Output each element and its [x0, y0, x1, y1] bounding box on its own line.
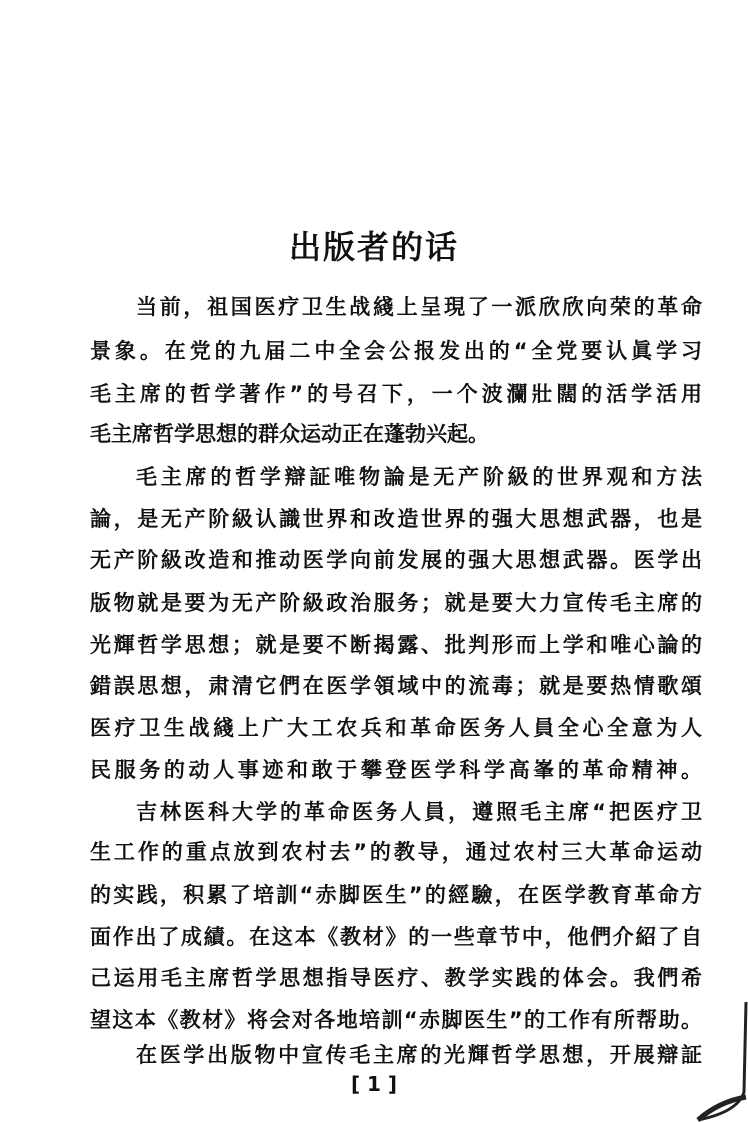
text-line: 毛主席哲学思想的群众运动正在蓬勃兴起。	[90, 421, 489, 446]
text-line: 吉林医科大学的革命医务人員，遵照毛主席“把医疗卫	[136, 799, 702, 824]
text-line: 毛主席的哲学著作”的号召下，一个波瀾壯闊的活学活用	[90, 382, 702, 407]
text-line: 版物就是要为无产阶級政治服务；就是要大力宣传毛主席的	[90, 590, 702, 615]
text-line: 民服务的动人事迹和敢于攀登医学科学高峯的革命精神。	[90, 757, 702, 782]
text-line: 生工作的重点放到农村去”的教导，通过农村三大革命运动	[90, 840, 702, 865]
text-line: 望这本《教材》将会对各地培訓“赤脚医生”的工作有所帮助。	[90, 1008, 702, 1032]
page-title: 出版者的话	[288, 228, 459, 266]
page-curl-mark	[658, 1002, 748, 1122]
text-line: 医疗卫生战綫上广大工农兵和革命医务人員全心全意为人	[90, 716, 702, 741]
text-line: 己运用毛主席哲学思想指导医疗、教学实践的体会。我們希	[90, 965, 702, 990]
text-line: 当前，祖国医疗卫生战綫上呈現了一派欣欣向荣的革命	[136, 295, 702, 319]
page-number: [ 1 ]	[350, 1072, 398, 1096]
text-line: 毛主席的哲学辯証唯物論是无产阶級的世界观和方法	[136, 464, 702, 489]
text-line: 光輝哲学思想；就是要不断揭露、批判形而上学和唯心論的	[90, 632, 702, 657]
text-line: 論，是无产阶級认識世界和改造世界的强大思想武器，也是	[90, 507, 702, 532]
text-line: 的实践，积累了培訓“赤脚医生”的經驗，在医学教育革命方	[90, 883, 702, 908]
text-line-last: 在医学出版物中宣传毛主席的光輝哲学思想，开展辯証	[136, 1043, 702, 1067]
text-line: 錯誤思想，肃清它們在医学領域中的流毒；就是要热情歌頌	[90, 674, 702, 699]
text-line: 面作出了成績。在这本《教材》的一些章节中，他們介紹了自	[90, 924, 702, 949]
text-line: 无产阶級改造和推动医学向前发展的强大思想武器。医学出	[90, 548, 702, 573]
text-line: 景象。在党的九届二中全会公报发出的“全党要认眞学习	[90, 339, 702, 364]
